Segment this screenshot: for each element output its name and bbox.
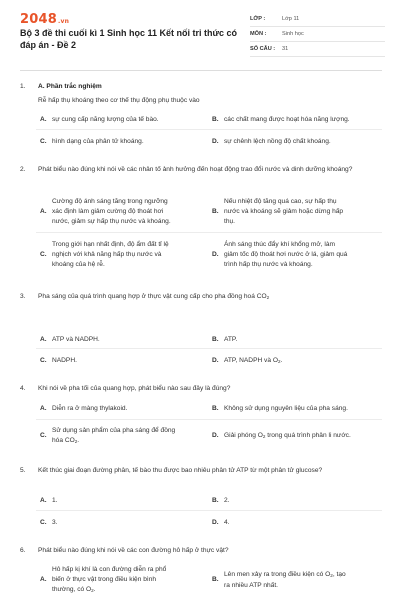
document-header <box>0 0 400 68</box>
meta-grade: LỚP : Lớp 11 <box>250 12 385 27</box>
divider <box>36 232 382 233</box>
document-title: Bộ 3 đề thi cuối kì 1 Sinh học 11 Kết nối tri thức có đáp án - Đề 2 <box>20 28 238 50</box>
divider <box>36 129 382 130</box>
header-divider <box>20 70 382 71</box>
meta-subject: MÔN : Sinh học <box>250 27 385 42</box>
divider <box>36 419 382 420</box>
document-meta <box>250 12 385 57</box>
divider <box>36 510 382 511</box>
meta-question-count: SỐ CÂU : 31 <box>250 42 385 57</box>
divider <box>36 348 382 349</box>
site-logo[interactable]: 2048.vn <box>20 12 70 27</box>
section-title: A. Phần trắc nghiệm <box>38 83 102 90</box>
question-number: 1. <box>20 83 26 90</box>
